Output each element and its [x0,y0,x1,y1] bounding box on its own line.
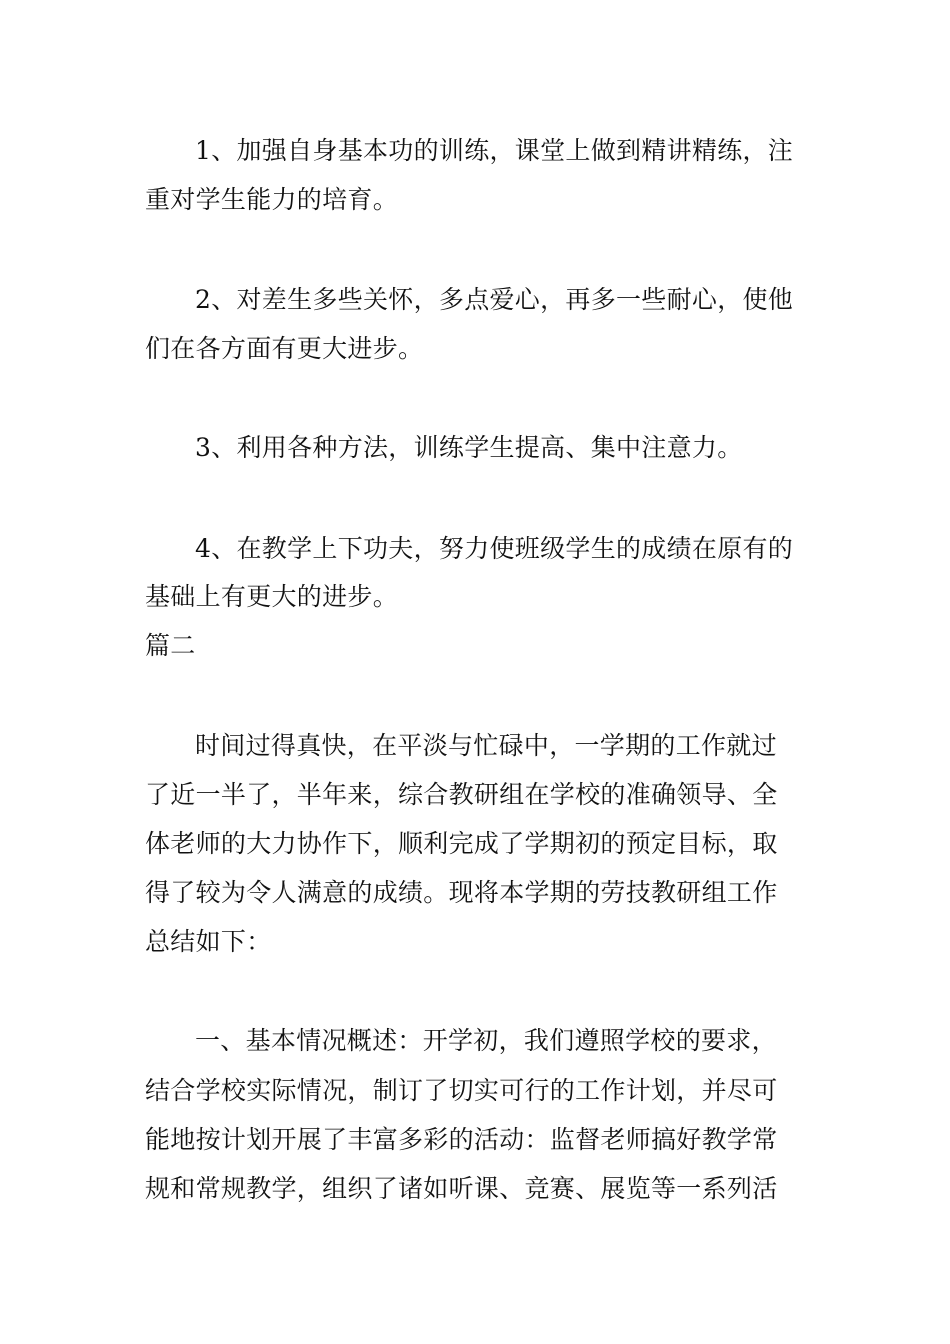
para-1-line-2: 了近一半了，半年来，综合教研组在学校的准确领导、全 [145,780,778,809]
para-1-line-5: 总结如下： [145,927,272,956]
item-2-line-1: 2、对差生多些关怀，多点爱心，再多一些耐心，使他 [195,285,794,314]
item-4-line-1: 4、在教学上下功夫，努力使班级学生的成绩在原有的 [195,534,794,563]
item-3-line-1: 3、利用各种方法，训练学生提高、集中注意力。 [195,433,743,462]
item-2-line-2: 们在各方面有更大进步。 [145,334,424,363]
para-2-line-4: 规和常规教学，组织了诸如听课、竞赛、展览等一系列活 [145,1174,778,1203]
para-2-line-1: 一、基本情况概述：开学初，我们遵照学校的要求， [195,1026,777,1055]
para-1-line-3: 体老师的大力协作下，顺利完成了学期初的预定目标，取 [145,829,778,858]
item-1-line-2: 重对学生能力的培育。 [145,185,399,214]
para-1-line-1: 时间过得真快，在平淡与忙碌中，一学期的工作就过 [195,731,777,760]
para-2-line-3: 能地按计划开展了丰富多彩的活动：监督老师搞好教学常 [145,1125,778,1154]
item-1-line-1: 1、加强自身基本功的训练，课堂上做到精讲精练，注 [195,136,794,165]
para-2-line-2: 结合学校实际情况，制订了切实可行的工作计划，并尽可 [145,1076,778,1105]
section-heading: 篇二 [145,631,196,660]
para-1-line-4: 得了较为令人满意的成绩。现将本学期的劳技教研组工作 [145,878,778,907]
item-4-line-2: 基础上有更大的进步。 [145,582,399,611]
